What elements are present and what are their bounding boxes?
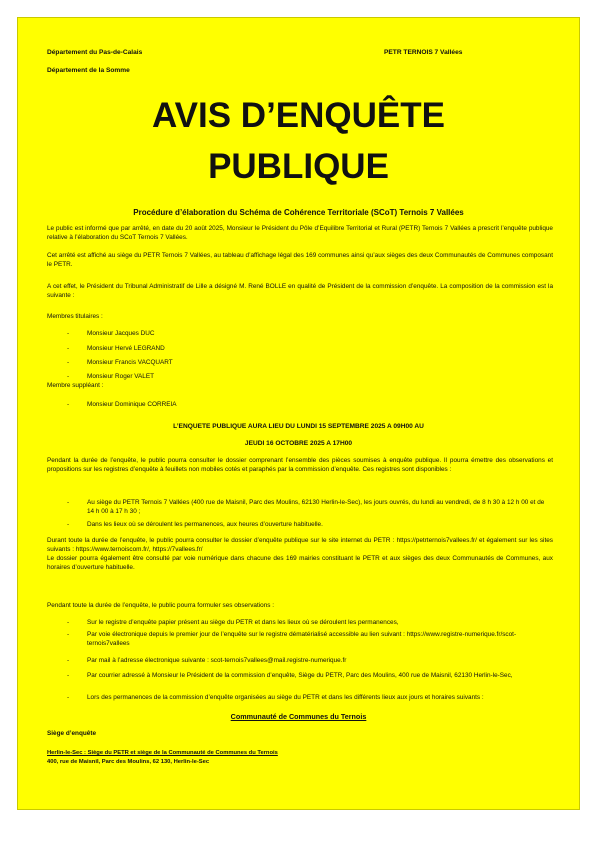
titulaires-label: Membres titulaires : xyxy=(47,313,103,320)
header-petr: PETR TERNOIS 7 Vallées xyxy=(384,49,463,56)
paragraph-arrete: Le public est informé que par arrêté, en date du 20 août 2025, Monsieur le Président du Pôle d’Equilibre Territorial et Rural (PETR) Ternois 7 Vallées a prescrit l’enquête publique relative à l’élaboration du SCoT Ternois 7 Vallées. xyxy=(47,225,553,241)
paragraph-affichage: Cet arrêté est affiché au siège du PETR Ternois 7 Vallées, au tableau d’affichage légal des 169 communes ainsi qu’aux sièges des deux Communautés de Communes composant le PETR. xyxy=(47,252,553,268)
header-departement-somme: Département de la Somme xyxy=(47,67,130,74)
cc-ternois-title: Communauté de Communes du Ternois xyxy=(230,712,367,721)
header-departement-pas-de-calais: Département du Pas-de-Calais xyxy=(47,49,143,56)
paragraph-site-internet: Durant toute la durée de l’enquête, le public pourra consulter le dossier d’enquête publique sur le site internet du PETR : https://petrternois7vallees.fr/ et également sur les sites suivants : https://www.ternoiscom.fr/, https://7vallees.fr/ xyxy=(47,537,553,553)
siege-line-1: Herlin-le-Sec : Siège du PETR et siège de la Communauté de Communes du Ternois xyxy=(47,750,278,756)
enquete-dates-line-1: L’ENQUETE PUBLIQUE AURA LIEU DU LUNDI 15 SEPTEMBRE 2025 A 09H00 AU xyxy=(173,423,424,430)
paragraph-observations: Pendant toute la durée de l’enquête, le public pourra formuler ses observations : xyxy=(47,602,275,609)
paragraph-commission: A cet effet, le Président du Tribunal Administratif de Lille a désigné M. René BOLLE en qualité de Président de la commission d’enquête. La composition de la commission est la suivante : xyxy=(47,283,553,299)
paragraph-consultation-numerique: Le dossier pourra également être consulté par voie numérique dans chacune des 169 mairies constituant le PETR et aux sièges des deux Communautés de Communes, aux horaires d’ouverture habituelle. xyxy=(47,555,553,571)
suppleant-label: Membre suppléant : xyxy=(47,382,104,389)
paragraph-consultation: Pendant la durée de l’enquête, le public pourra consulter le dossier comprenant l’ensemble des pièces soumises à enquête publique. Il pourra émettre des observations et propositions sur les registres d’enquête à feuillets non mobiles cotés et paraphés par la commission d’enquête. Ces registres sont disponibles : xyxy=(47,457,553,473)
siege-line-2: 400, rue de Maisnil, Parc des Moulins, 62 130, Herlin-le-Sec xyxy=(47,759,210,765)
subtitle: Procédure d’élaboration du Schéma de Cohérence Territoriale (SCoT) Ternois 7 Vallées xyxy=(133,208,464,217)
notice-sheet: Département du Pas-de-Calais Département de la Somme PETR TERNOIS 7 Vallées AVIS D’ENQUÊTE PUBLIQUE Procédure d’élaboration du Schéma de Cohérence Territoriale (SCoT) Ternois 7 Vallées Le public est informé que par arrêté, en date du 20 août 2025, Monsieur le Président du Pôle d’Equilibre Territorial et Rural (PETR) Ternois 7 Vallées a prescrit l’enquête publique relative à l’élaboration du SCoT Ternois 7 Vallées. Cet arrêté est affiché au siège du PETR Ternois 7 Vallées, au tableau d’affichage légal des 169 communes ainsi qu’aux sièges des deux Communautés de Communes composant le PETR. A cet effet, le Président du Tribunal Administratif de Lille a désigné M. René BOLLE en qualité de Président de la commission d’enquête. La composition de la commission est la suivante : Membres titulaires : - Monsieur Jacques DUC - Monsieur Hervé LEGRAND - Monsieur Francis VACQUART - Monsieur Roger VALET Membre suppléant : - Monsieur Dominique CORREIA L’ENQUETE PUBLIQUE AURA LIEU DU LUNDI 15 SEPTEMBRE 2025 A 09H00 AU JEUDI 16 OCTOBRE 2025 A 17H00 Pendant la durée de l’enquête, le public pourra consulter le dossier comprenant l’ensemble des pièces soumises à enquête publique. Il pourra émettre des observations et propositions sur les registres d’enquête à feuillets non mobiles cotés et paraphés par la commission d’enquête. Ces registres sont disponibles : - Au siège du PETR Ternois 7 Vallées (400 rue de Maisnil, Parc des Moulins, 62130 Herlin-le-Sec), les jours ouvrés, du lundi au vendredi, de 8 h 30 à 12 h 00 et de 14 h 00 à 17 h 30 ; - Dans les lieux où se déroulent les permanences, aux heures d’ouverture habituelle. Durant toute la durée de l’enquête, le public pourra consulter le dossier d’enquête publique sur le site internet du PETR : https://petrternois7vallees.fr/ et également sur les sites suivants : https://www.ternoiscom.fr/, https://7vallees.fr/ Le dossier pourra également être consulté par voie numérique dans chacune des 169 mairies constituant le PETR et aux sièges des deux Communautés de Communes, aux horaires d’ouverture habituelle. Pendant toute la durée de l’enquête, le public pourra formuler ses observations : - Sur le registre d’enquête papier présent au siège du PETR et dans les lieux où se déroulent les permanences, - Par voie électronique depuis le premier jour de l’enquête sur le registre dématérialisé accessible au lien suivant : https://www.registre-numerique.fr/scot-ternois7vallees - Par mail à l’adresse électronique suivante : scot-ternois7vallees@mail.registre-numerique.fr - Par courrier adressé à Monsieur le Président de la commission d’enquête, Siège du PETR, Parc des Moulins, 400 rue de Maisnil, 62130 Herlin-le-Sec, - Lors des permanences de la commission d’enquête organisées au siège du PETR et dans les différents lieux aux jours et horaires suivants : Communauté de Communes du Ternois Siège d’enquête Herlin-le-Sec : Siège du PETR et siège de la Communauté de Communes du Ternois 400, rue de Maisnil, Parc des Moulins, 62 130, Herlin-le-Sec xyxy=(17,17,580,810)
siege-label: Siège d’enquête xyxy=(47,730,97,737)
enquete-dates-line-2: JEUDI 16 OCTOBRE 2025 A 17H00 xyxy=(244,440,353,447)
title-line-1: AVIS D’ENQUÊTE xyxy=(151,96,445,135)
title-line-2: PUBLIQUE xyxy=(208,147,389,186)
